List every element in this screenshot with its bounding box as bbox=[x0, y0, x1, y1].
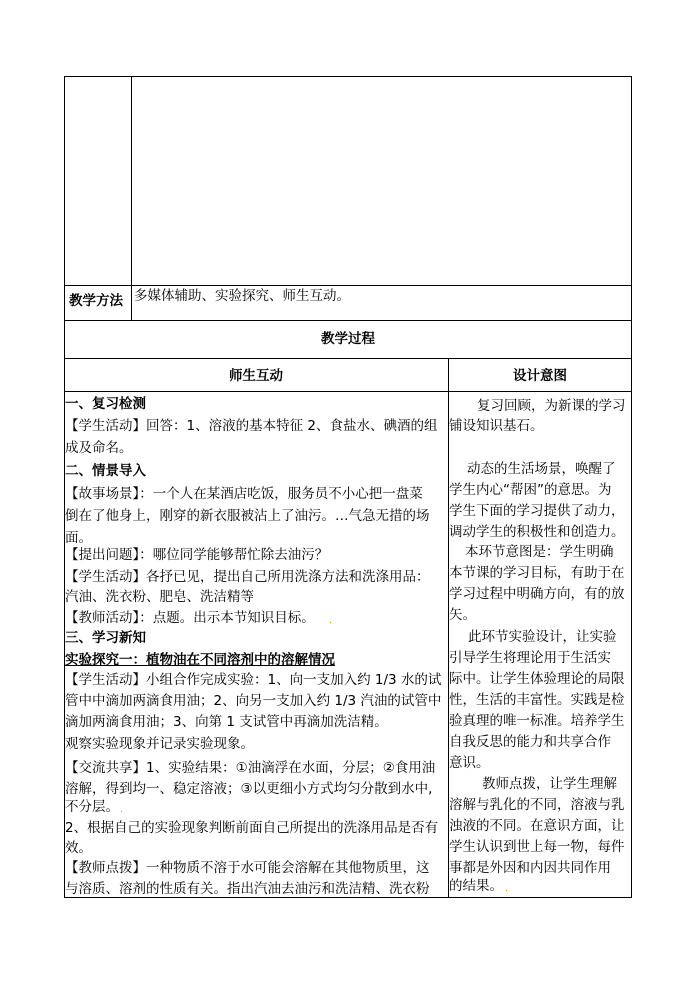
section-heading: 二、情景导入 bbox=[65, 463, 146, 479]
column-header-interaction: 师生互动 bbox=[229, 368, 283, 384]
text-line: 倒在了他身上，刚穿的新衣服被沾上了油污。…气急无措的场 bbox=[65, 508, 430, 524]
section-heading: 一、复习检测 bbox=[65, 396, 146, 412]
intent-line: 自我反思的能力和共享合作 bbox=[449, 734, 611, 750]
intent-line: 浊液的不同。在意识方面，让 bbox=[449, 818, 625, 834]
text-line: 观察实验现象并记录实验现象。 bbox=[65, 736, 254, 752]
intent-line: 学习过程中明确方向，有的放 bbox=[449, 586, 625, 602]
method-label: 教学方法 bbox=[69, 293, 123, 309]
text-line: 滴加两滴食用油；3、向第 1 支试管中再滴加洗洁精。 bbox=[65, 714, 388, 730]
text-line: 与溶质、溶剂的性质有关。指出汽油去油污和洗洁精、洗衣粉 bbox=[65, 881, 430, 897]
text-line: 汽油、洗衣粉、肥皂、洗洁精等 bbox=[65, 589, 254, 605]
intent-line: 学生认识到世上每一物，每件 bbox=[449, 839, 625, 855]
text-line: 不分层。 bbox=[65, 799, 119, 815]
experiment-heading: 实验探究一：植物油在不同溶剂中的溶解情况 bbox=[65, 652, 335, 668]
text-line: 2、根据自己的实验现象判断前面自己所提出的洗涤用品是否有 bbox=[65, 820, 439, 836]
intent-line: 际中。让学生体验理论的局限 bbox=[449, 671, 625, 687]
table-rule bbox=[64, 391, 632, 392]
text-line: 【学生活动】小组合作完成实验：1、向一支加入约 1/3 水的试 bbox=[65, 672, 442, 688]
intent-line: 调动学生的积极性和创造力。 bbox=[449, 524, 625, 540]
text-line: 【教师活动】：点题。出示本节知识目标。 bbox=[65, 610, 315, 626]
text-line: 【教师点拨】一种物质不溶于水可能会溶解在其他物质里，这 bbox=[65, 860, 430, 876]
text-line: 【交流共享】1、实验结果：①油滴浮在水面，分层；②食用油 bbox=[65, 760, 436, 776]
intent-line: 矢。 bbox=[449, 607, 476, 623]
intent-line: 本环节意图是：学生明确 bbox=[465, 544, 614, 560]
table-rule bbox=[64, 320, 632, 321]
label-column-divider bbox=[131, 76, 132, 321]
intent-line: 本节课的学习目标，有助于在 bbox=[449, 565, 625, 581]
text-line: 【故事场景】：一个人在某酒店吃饭，服务员不小心把一盘菜 bbox=[65, 486, 423, 502]
intent-line: 引导学生将理论用于生活实 bbox=[449, 650, 611, 666]
intent-line: 性，生活的丰富性。实践是检 bbox=[449, 692, 625, 708]
intent-line: 事都是外因和内因共同作用 bbox=[449, 860, 611, 876]
paragraph-mark: . bbox=[329, 615, 333, 626]
text-line: 【学生活动】回答：1、溶液的基本特征 2、食盐水、碘酒的组 bbox=[65, 418, 438, 434]
text-line: 效。 bbox=[65, 840, 92, 856]
paragraph-mark: . bbox=[505, 883, 509, 894]
paragraph-mark: . bbox=[120, 804, 124, 815]
section-heading: 三、学习新知 bbox=[65, 630, 146, 646]
intent-line: 学生下面的学习提供了动力， bbox=[449, 503, 625, 519]
intent-line: 的结果。 bbox=[449, 878, 503, 894]
table-border-top bbox=[64, 76, 632, 77]
intent-line: 溶解与乳化的不同，溶液与乳 bbox=[449, 797, 625, 813]
text-line: 溶解，得到均一、稳定溶液；③以更细小方式均匀分散到水中, bbox=[65, 781, 433, 797]
text-line: 成及命名。 bbox=[65, 440, 133, 456]
intent-line: 动态的生活场景，唤醒了 bbox=[467, 461, 616, 477]
intent-line: 学生内心“帮困”的意思。为 bbox=[449, 482, 612, 498]
table-rule bbox=[64, 358, 632, 359]
method-value: 多媒体辅助、实验探究、师生互动。 bbox=[134, 288, 350, 304]
text-line: 【学生活动】各抒已见，提出自己所用洗涤方法和洗涤用品： bbox=[65, 569, 430, 585]
text-line: 管中中滴加两滴食用油；2、向另一支加入约 1/3 汽油的试管中 bbox=[65, 693, 442, 709]
intent-line: 教师点拨，让学生理解 bbox=[482, 776, 617, 792]
intent-line: 此环节实验设计，让实验 bbox=[468, 629, 617, 645]
table-border-right bbox=[631, 76, 632, 898]
process-title: 教学过程 bbox=[321, 331, 375, 347]
column-header-intent: 设计意图 bbox=[513, 368, 567, 384]
intent-line: 意识。 bbox=[449, 755, 490, 771]
intent-line: 复习回顾，为新课的学习 bbox=[477, 398, 626, 414]
text-line: 面。 bbox=[65, 530, 92, 546]
intent-line: 验真理的唯一标准。培养学生 bbox=[449, 713, 625, 729]
text-line: 【提出问题】：哪位同学能够帮忙除去油污？ bbox=[65, 547, 329, 563]
intent-line: 铺设知识基石。 bbox=[449, 418, 544, 434]
